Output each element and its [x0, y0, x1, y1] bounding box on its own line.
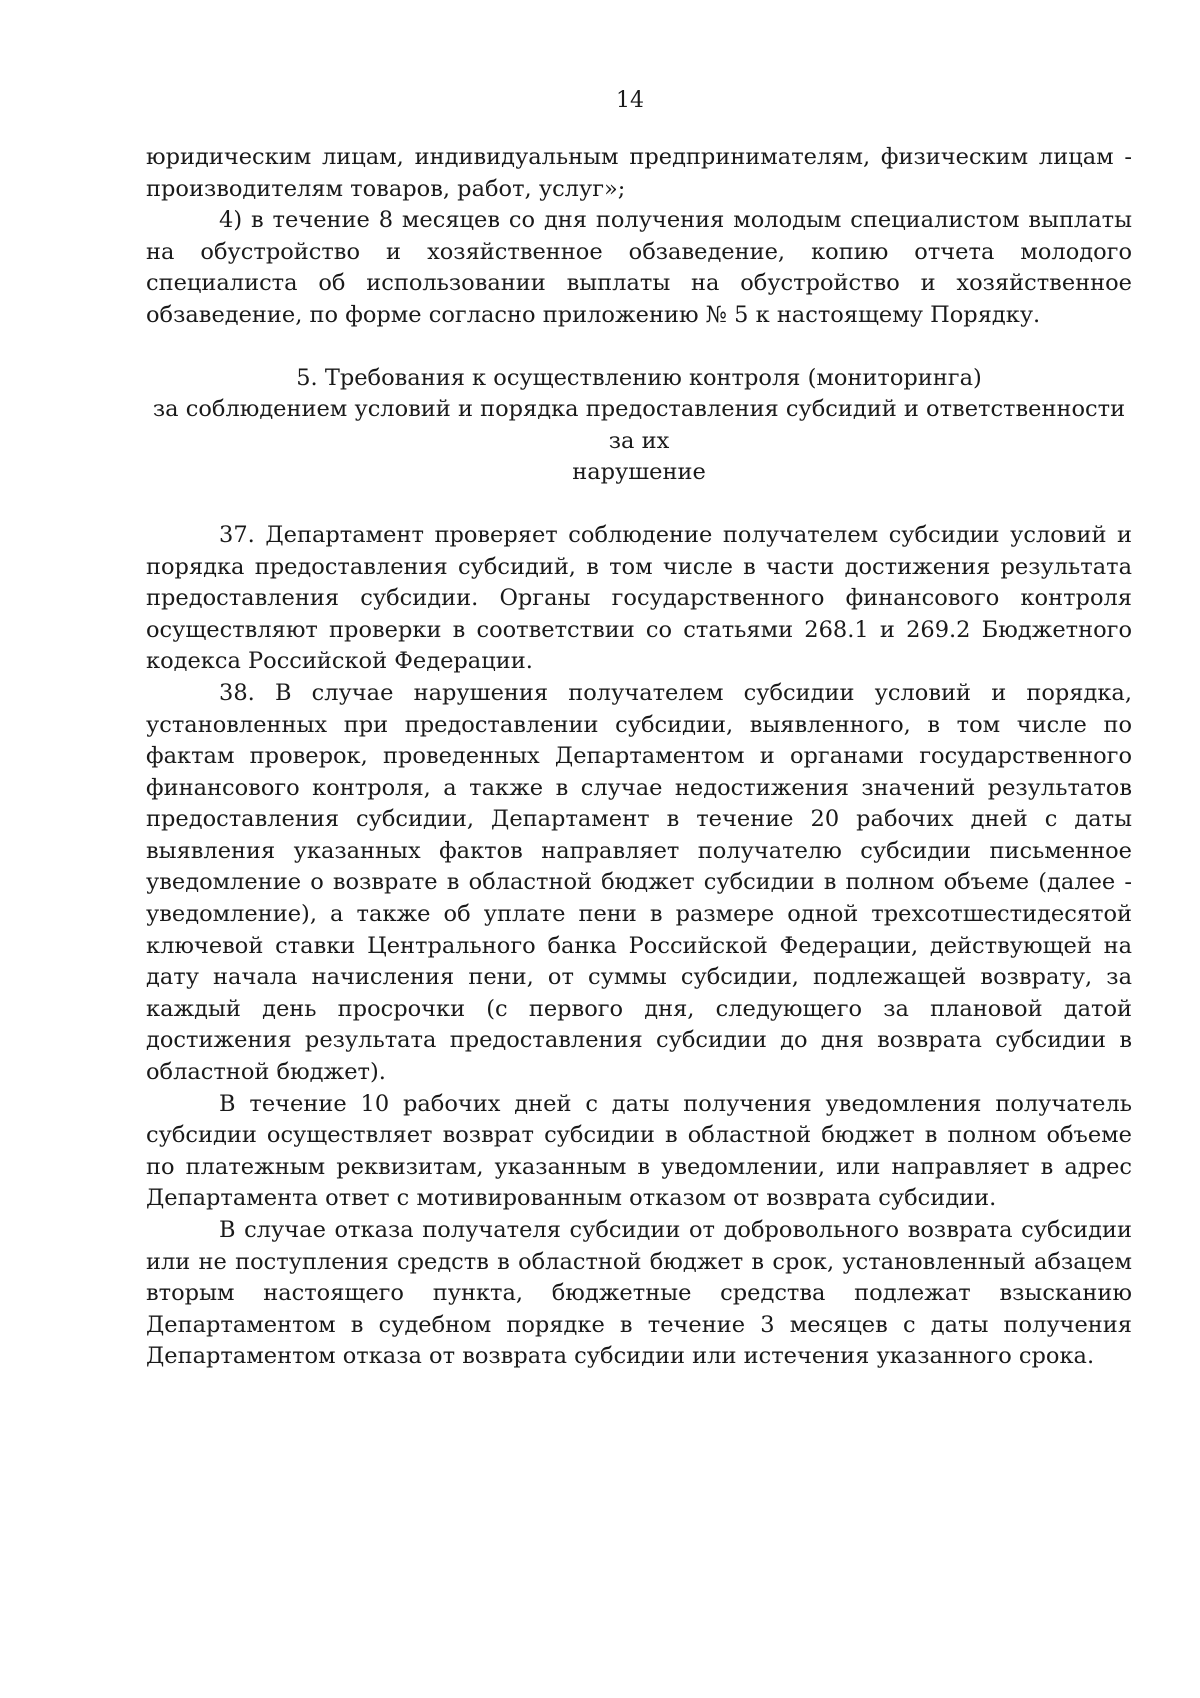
paragraph-38-third: В случае отказа получателя субсидии от добровольного возврата субсидии или не поступления средств в областной бюджет в срок, установленный абзацем вторым настоящего пункта, бюджетные средства подлежат взысканию Департаментом в судебном порядке в течение 3 месяцев с даты получения Департаментом отказа от возврата субсидии или истечения указанного срока.: [146, 1217, 1132, 1370]
section-heading: [146, 363, 1132, 489]
paragraph-continuation: юридическим лицам, индивидуальным предпринимателям, физическим лицам - производителям товаров, работ, услуг»;: [146, 144, 1132, 202]
section-heading-line-1: 5. Требования к осуществлению контроля (мониторинга): [296, 364, 982, 391]
paragraph-38-second: В течение 10 рабочих дней с даты получения уведомления получатель субсидии осуществляет возврат субсидии в областной бюджет в полном объеме по платежным реквизитам, указанным в уведомлении, или направляет в адрес Департамента ответ с мотивированным отказом от возврата субсидии.: [146, 1090, 1132, 1212]
document-body: [146, 142, 1132, 1373]
paragraph-37: 37. Департамент проверяет соблюдение получателем субсидии условий и порядка предоставления субсидий, в том числе в части достижения результата предоставления субсидии. Органы государственного финансового контроля осуществляют проверки в соответствии со статьями 268.1 и 269.2 Бюджетного кодекса Российской Федерации.: [146, 521, 1132, 675]
section-heading-line-3: нарушение: [572, 459, 706, 486]
paragraph-item-4: 4) в течение 8 месяцев со дня получения молодым специалистом выплаты на обустройство и хозяйственное обзаведение, копию отчета молодого специалиста об использовании выплаты на обустройство и хозяйственное обзаведение, по форме согласно приложению № 5 к настоящему Порядку.: [146, 207, 1132, 328]
paragraph-38: 38. В случае нарушения получателем субсидии условий и порядка, установленных при предоставлении субсидии, выявленного, в том числе по фактам проверок, проведенных Департаментом и органами государственного финансового контроля, а также в случае недостижения значений результатов предоставления субсидии, Департамент в течение 20 рабочих дней с даты выявления указанных фактов направляет получателю субсидии письменное уведомление о возврате в областной бюджет субсидии в полном объеме (далее - уведомление), а также об уплате пени в размере одной трехсотшестидесятой ключевой ставки Центрального банка Российской Федерации, действующей на дату начала начисления пени, от суммы субсидии, подлежащей возврату, за каждый день просрочки (с первого дня, следующего за плановой датой достижения результата предоставления субсидии до дня возврата субсидии в областной бюджет).: [146, 679, 1132, 1086]
page-number: 14: [616, 88, 644, 113]
section-heading-line-2: за соблюдением условий и порядка предоставления субсидий и ответственности за их: [152, 396, 1126, 454]
